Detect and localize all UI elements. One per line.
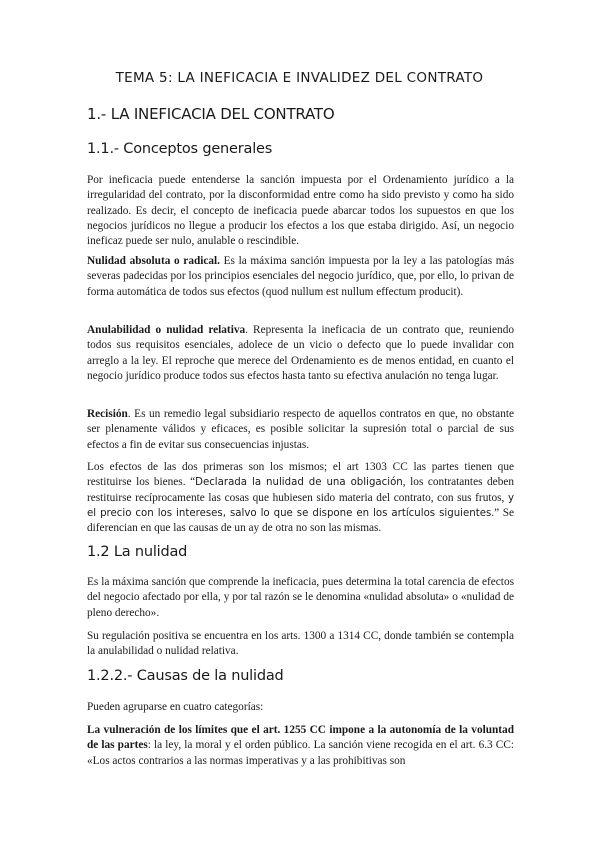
paragraph-nulidad-absoluta (87, 254, 514, 300)
paragraph-ineficacia: Por ineficacia puede entenderse la sanción impuesta por el Ordenamiento jurídico a la irregularidad del contrato, por la disconformidad entre como ha sido previsto y como ha sido realizado. Es decir, el concepto de ineficacia puede abarcar todos los supuestos en que los negocios jurídicos no llegue a producir los efectos a los que estaba dirigido. Así, un negocio ineficaz puede ser nulo, anulable o rescindible. (87, 174, 514, 248)
text-efectos-b: , los contratantes deben restituirse recíprocamente las cosas que hubiesen sido materia del contrato, con sus frutos, (87, 476, 515, 504)
section-heading-1: 1.- LA INEFICACIA DEL CONTRATO (87, 105, 335, 123)
text-vulneracion: : la ley, la moral y el orden público. La sanción viene recogida en el art. 6.3 CC: «Los actos contrarios a las normas imperativas y a las prohibitivas son (87, 739, 514, 767)
paragraph-recision (87, 407, 514, 453)
paragraph-anulabilidad (87, 323, 514, 384)
paragraph-nulidad: Es la máxima sanción que comprende la ineficacia, pues determina la total carencia de efectos del negocio afectado por ella, y por tal razón se le denomina «nulidad absoluta» o «nulidad de pleno derecho». (87, 576, 514, 619)
term-nulidad-absoluta: Nulidad absoluta o radical. (87, 255, 221, 267)
text-efectos-a: Los efectos de las dos primeras son los mismos; el art 1303 CC las partes tienen que restituirse los bienes. “ (87, 461, 514, 489)
paragraph-categorias: Pueden agruparse en cuatro categorías: (87, 701, 264, 713)
paragraph-vulneracion (87, 723, 514, 769)
text-nulidad-absoluta: Es la máxima sanción impuesta por la ley a las patologías más severas padecidas por los principios esenciales del negocio jurídico, que, por ello, lo privan de forma automática de todos sus efectos (quod nullum est nullum effectum producit). (87, 255, 514, 298)
quote-art-1303-part-1: Declarada la nulidad de una obligación (195, 477, 403, 489)
text-efectos-c: .” Se diferencian en que las causas de un ay de otra no son las mismas. (87, 506, 515, 535)
term-anulabilidad: Anulabilidad o nulidad relativa (87, 324, 246, 336)
paragraph-efectos (87, 460, 514, 536)
text-recision: . Es un remedio legal subsidiario respecto de aquellos contratos en que, no obstante ser plenamente válidos y eficaces, es posible solicitar la supresión total o parcial de sus efectos a fin de evitar sus consecuencias injustas. (87, 408, 514, 451)
paragraph-regulacion: Su regulación positiva se encuentra en los arts. 1300 a 1314 CC, donde también se contempla la anulabilidad o nulidad relativa. (87, 630, 514, 658)
term-recision: Recisión (87, 408, 128, 420)
section-heading-1-2-2: 1.2.2.- Causas de la nulidad (87, 668, 284, 684)
section-heading-1-2: 1.2 La nulidad (87, 544, 188, 560)
text-anulabilidad: . Representa la ineficacia de un contrato que, reuniendo todos sus requisitos esenciales, adolece de un vicio o defecto que lo puede invalidar con arreglo a la ley. El reproche que merece del Ordenamiento es de menos entidad, en cuanto el negocio jurídico produce todos sus efectos hasta tanto su efectiva anulación no tenga lugar. (87, 324, 514, 382)
term-vulneracion: La vulneración de los límites que el art. 1255 CC impone a la autonomía de la voluntad de las partes (87, 724, 514, 752)
quote-art-1303-part-2: y el precio con los intereses, salvo lo que se dispone en los artículos siguientes (87, 492, 514, 519)
document-title: TEMA 5: LA INEFICACIA E INVALIDEZ DEL CONTRATO (115, 70, 484, 86)
section-heading-1-1: 1.1.- Conceptos generales (87, 141, 273, 157)
